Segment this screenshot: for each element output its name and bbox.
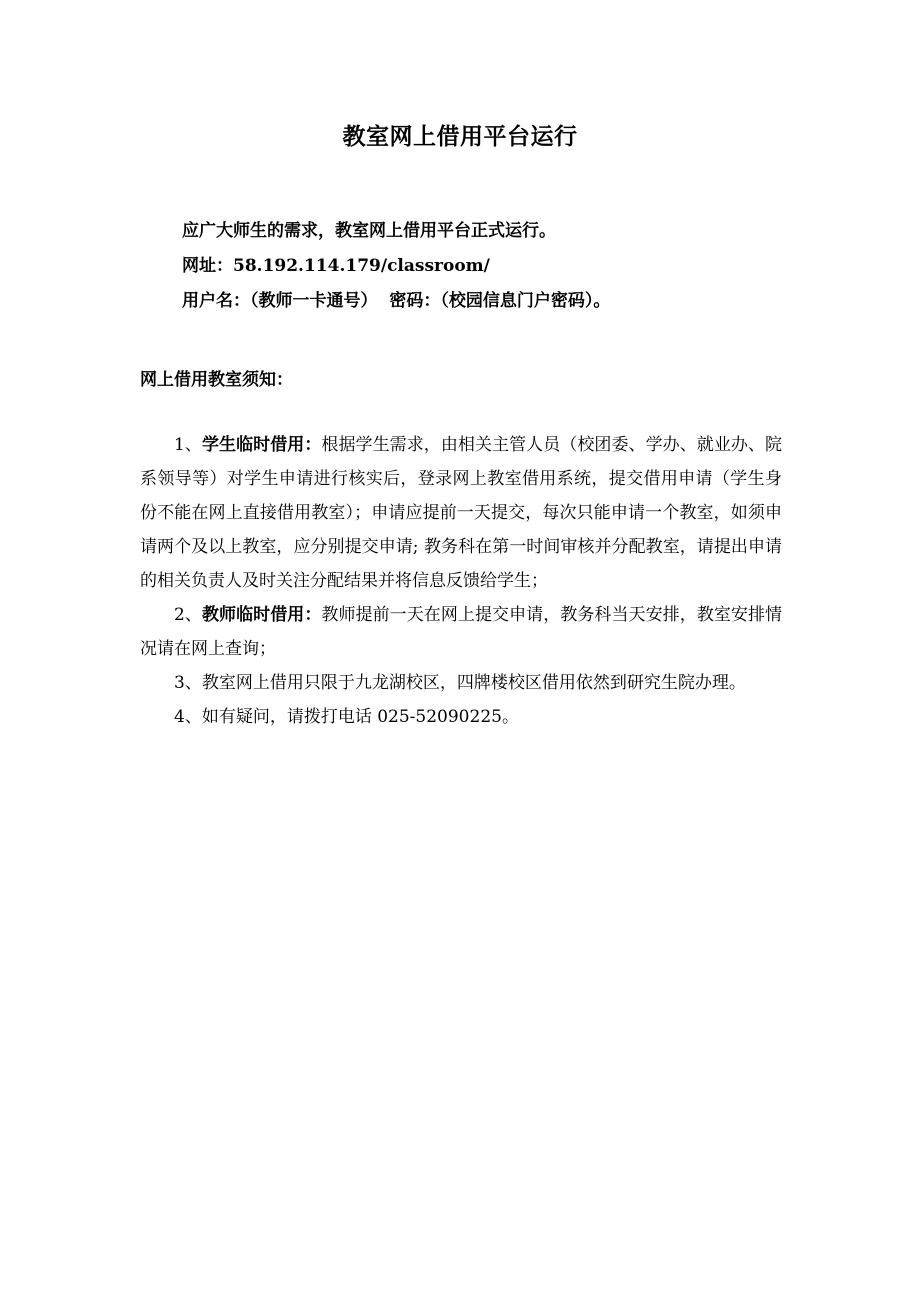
intro-block: [182, 214, 882, 319]
url-line: [182, 249, 882, 284]
url-label: 网址：: [182, 256, 233, 276]
notice-heading: 网上借用教室须知：: [140, 370, 293, 390]
rule-lead: 教师临时借用：: [201, 605, 322, 625]
intro-line: 应广大师生的需求，教室网上借用平台正式运行。: [182, 221, 556, 241]
rule-text: 根据学生需求，由相关主管人员（校团委、学办、就业办、院系领导等）对学生申请进行核实后，登录网上教室借用系统，提交借用申请（学生身份不能在网上直接借用教室）；申请应提前一天提交，每次只能申请一个教室，如须申请两个及以上教室，应分别提交申请; 教务科在第一时间审核并分配教室，请提出申请的相关负责人及时关注分配结果并将信息反馈给学生；: [140, 435, 783, 591]
rule-item-4: [140, 700, 782, 734]
rule-item-1: [140, 428, 782, 598]
rule-number: 1、: [174, 435, 202, 455]
rule-text: 教师提前一天在网上提交申请，教务科当天安排，教室安排情况请在网上查询；: [140, 605, 783, 659]
rules-list: [140, 428, 782, 734]
document-title: 教室网上借用平台运行: [342, 123, 578, 150]
rule-item-3: [140, 666, 782, 700]
rule-number: 2、: [174, 605, 202, 625]
rule-number: 4、: [174, 707, 202, 727]
credentials-line: 用户名：（教师一卡通号） 密码：（校园信息门户密码）。: [182, 291, 611, 311]
rule-item-2: [140, 598, 782, 666]
rule-number: 3、: [174, 673, 202, 693]
url-value: 58.192.114.179/classroom/: [233, 256, 490, 276]
rule-text: 如有疑问，请拨打电话 025-52090225。: [201, 707, 519, 727]
rule-lead: 学生临时借用：: [201, 435, 322, 455]
rule-text: 教室网上借用只限于九龙湖校区，四牌楼校区借用依然到研究生院办理。: [201, 673, 746, 693]
